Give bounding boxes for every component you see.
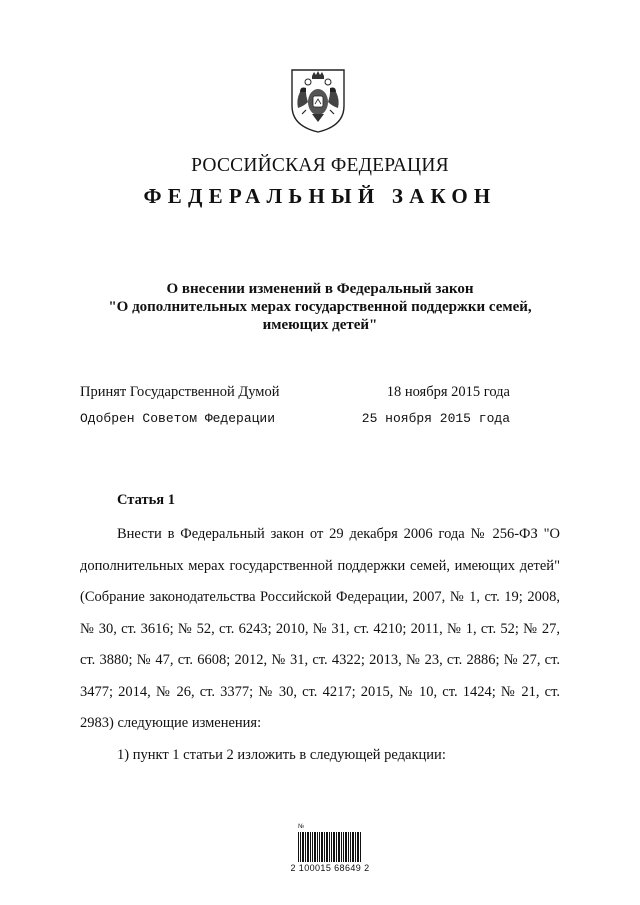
coat-of-arms-icon — [286, 66, 350, 134]
country-name: РОССИЙСКАЯ ФЕДЕРАЦИЯ — [191, 155, 449, 176]
adoption-duma-date: 18 ноября 2015 года — [386, 384, 510, 400]
barcode-mark: № — [298, 823, 305, 830]
barcode-number: 2 100015 68649 2 — [290, 863, 370, 873]
adoption-duma-label: Принят Государственной Думой — [80, 384, 280, 400]
adoption-council-date: 25 ноября 2015 года — [361, 411, 510, 426]
article-body — [80, 519, 560, 771]
article-item: 1) пункт 1 статьи 2 изложить в следующей редакции: — [117, 746, 446, 763]
law-title-line-2: "О дополнительных мерах государственной поддержки семей, — [108, 299, 532, 315]
law-title — [80, 280, 560, 334]
law-title-line-1: О внесении изменений в Федеральный закон — [166, 281, 474, 297]
law-title-line-3: имеющих детей" — [262, 317, 378, 333]
barcode — [290, 823, 370, 883]
article-paragraph: Внести в Федеральный закон от 29 декабря 2006 года № 256-ФЗ "О дополнительных мерах государственной поддержки семей, имеющих детей" (Собрание законодательства Российской Федерации, 2007, № 1, ст. 19; 2008, № 30, ст. 3616; № 52, ст. 6243; 2010, № 31, ст. 4210; 2011, № 1, ст. 52; № 27, ст. 3880; № 47, ст. 6608; 2012, № 31, ст. 4322; 2013, № 23, ст. 2886; № 27, ст. 3477; 2014, № 26, ст. 3377; № 30, ст. 4217; 2015, № 10, ст. 1424; № 21, ст. 2983) следующие изменения: — [80, 526, 560, 731]
document-type: ФЕДЕРАЛЬНЫЙ ЗАКОН — [143, 184, 497, 208]
barcode-icon — [298, 832, 362, 862]
article-heading: Статья 1 — [117, 492, 175, 508]
adoption-council-label: Одобрен Советом Федерации — [80, 411, 276, 426]
